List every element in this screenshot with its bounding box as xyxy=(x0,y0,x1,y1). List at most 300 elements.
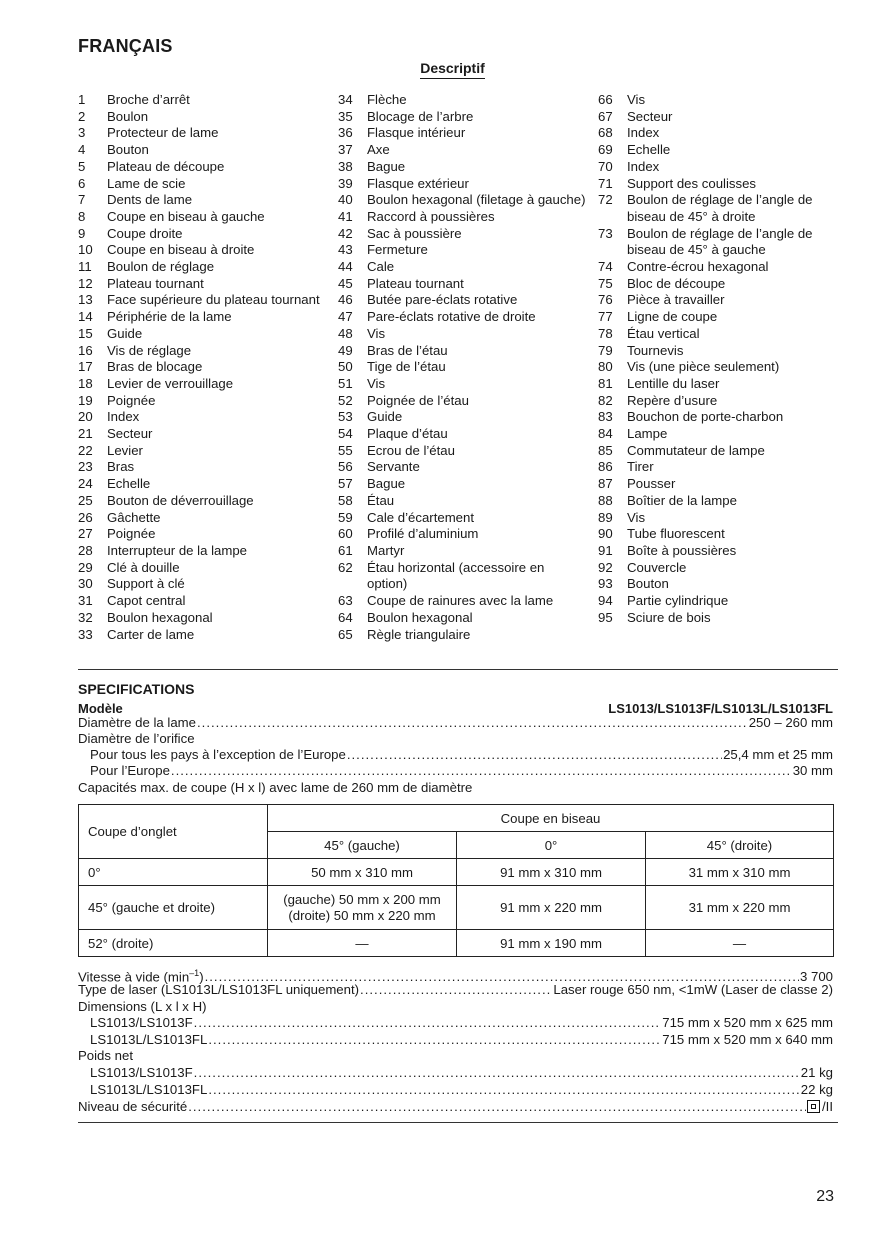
list-item xyxy=(338,443,588,460)
item-label: Gâchette xyxy=(107,509,161,525)
item-label: Boulon de réglage de l’angle de biseau de 45° à gauche xyxy=(627,225,813,258)
item-number: 78 xyxy=(598,325,613,341)
item-label: Couvercle xyxy=(627,559,687,575)
item-label: Bague xyxy=(367,158,406,174)
list-item xyxy=(338,376,588,393)
spec-bore-all: Pour tous les pays à l’exception de l’Europe ..... 25,4 mm et 25 mm xyxy=(90,747,833,763)
item-label: Bouton xyxy=(627,576,669,592)
item-label: Carter de lame xyxy=(107,626,195,642)
item-number: 19 xyxy=(78,392,93,408)
spec-dimensions-b: LS1013L/LS1013FL ..... 715 mm x 520 mm x 640 mm xyxy=(90,1032,833,1048)
item-number: 22 xyxy=(78,442,93,458)
list-item xyxy=(598,292,848,309)
item-label: Guide xyxy=(107,325,143,341)
item-number: 34 xyxy=(338,92,353,107)
list-item xyxy=(598,610,848,627)
item-label: Broche d’arrêt xyxy=(107,92,190,107)
item-label: Coupe en biseau à droite xyxy=(107,242,255,258)
item-label: Tournevis xyxy=(627,342,684,358)
item-label: Guide xyxy=(367,409,403,425)
list-item xyxy=(78,510,328,527)
item-label: Axe xyxy=(367,142,390,158)
item-number: 82 xyxy=(598,392,613,408)
list-item xyxy=(78,159,328,176)
item-label: Bras xyxy=(107,459,135,475)
item-label: Boulon xyxy=(107,108,149,124)
list-item xyxy=(78,426,328,443)
list-item xyxy=(338,192,588,209)
item-label: Vis xyxy=(627,92,646,107)
item-number: 49 xyxy=(338,342,353,358)
item-label: Coupe en biseau à gauche xyxy=(107,208,265,224)
item-label: Interrupteur de la lampe xyxy=(107,542,248,558)
item-label: Pousser xyxy=(627,476,676,492)
item-number: 5 xyxy=(78,158,86,174)
list-item xyxy=(598,276,848,293)
item-number: 16 xyxy=(78,342,93,358)
list-item xyxy=(338,476,588,493)
item-number: 57 xyxy=(338,476,353,492)
item-label: Boulon hexagonal xyxy=(107,609,213,625)
item-label: Capot central xyxy=(107,593,186,609)
list-item xyxy=(338,560,588,593)
item-label: Vis xyxy=(627,509,646,525)
item-label: Pièce à travailler xyxy=(627,292,725,308)
item-label: Règle triangulaire xyxy=(367,626,471,642)
item-label: Support des coulisses xyxy=(627,175,757,191)
list-item xyxy=(78,142,328,159)
item-number: 95 xyxy=(598,609,613,625)
item-number: 6 xyxy=(78,175,86,191)
parts-column-1 xyxy=(78,92,328,643)
item-number: 64 xyxy=(338,609,353,625)
item-number: 31 xyxy=(78,593,93,609)
item-number: 29 xyxy=(78,559,93,575)
list-item xyxy=(78,326,328,343)
item-number: 66 xyxy=(598,92,613,107)
item-label: Bouton de déverrouillage xyxy=(107,492,254,508)
list-item xyxy=(598,343,848,360)
item-number: 56 xyxy=(338,459,353,475)
item-label: Face supérieure du plateau tournant xyxy=(107,292,320,308)
item-number: 76 xyxy=(598,292,613,308)
item-number: 14 xyxy=(78,309,93,325)
list-item xyxy=(78,109,328,126)
spec-weight-b: LS1013L/LS1013FL ..... 22 kg xyxy=(90,1082,833,1098)
list-item xyxy=(338,209,588,226)
parts-column-2 xyxy=(338,92,588,643)
item-label: Étau horizontal (accessoire en option) xyxy=(367,559,545,592)
item-number: 71 xyxy=(598,175,613,191)
item-number: 27 xyxy=(78,526,93,542)
item-number: 74 xyxy=(598,259,613,275)
model-value: LS1013/LS1013F/LS1013L/LS1013FL xyxy=(608,701,833,716)
list-item xyxy=(78,543,328,560)
list-item xyxy=(598,476,848,493)
list-item xyxy=(78,576,328,593)
list-item xyxy=(598,142,848,159)
item-label: Clé à douille xyxy=(107,559,180,575)
list-item xyxy=(78,359,328,376)
spec-capacity-label: Capacités max. de coupe (H x l) avec lame de 260 mm de diamètre xyxy=(78,780,473,795)
list-item xyxy=(78,259,328,276)
spec-blade-diameter: Diamètre de la lame ..... 250 – 260 mm xyxy=(78,715,833,731)
list-item xyxy=(338,543,588,560)
item-label: Tige de l’étau xyxy=(367,359,446,375)
item-label: Index xyxy=(627,158,660,174)
item-number: 42 xyxy=(338,225,353,241)
item-label: Fermeture xyxy=(367,242,428,258)
item-number: 91 xyxy=(598,542,613,558)
list-item xyxy=(78,176,328,193)
list-item xyxy=(338,510,588,527)
item-label: Bague xyxy=(367,476,406,492)
item-number: 79 xyxy=(598,342,613,358)
list-item xyxy=(78,292,328,309)
list-item xyxy=(598,426,848,443)
list-item xyxy=(78,209,328,226)
item-number: 81 xyxy=(598,375,613,391)
item-label: Plateau tournant xyxy=(367,275,464,291)
item-number: 9 xyxy=(78,225,86,241)
item-label: Levier de verrouillage xyxy=(107,375,234,391)
item-label: Tirer xyxy=(627,459,654,475)
item-label: Boîte à poussières xyxy=(627,542,737,558)
list-item xyxy=(338,259,588,276)
list-item xyxy=(598,526,848,543)
item-number: 69 xyxy=(598,142,613,158)
list-item xyxy=(598,192,848,225)
item-label: Lame de scie xyxy=(107,175,186,191)
item-number: 87 xyxy=(598,476,613,492)
item-label: Profilé d’aluminium xyxy=(367,526,479,542)
item-label: Partie cylindrique xyxy=(627,593,729,609)
bevel-col-right: 45° (droite) xyxy=(646,832,834,859)
item-number: 36 xyxy=(338,125,353,141)
item-number: 11 xyxy=(78,259,92,275)
list-item xyxy=(78,192,328,209)
item-number: 40 xyxy=(338,192,353,208)
item-number: 77 xyxy=(598,309,613,325)
item-number: 37 xyxy=(338,142,353,158)
item-label: Servante xyxy=(367,459,420,475)
item-number: 1 xyxy=(78,92,86,107)
item-label: Protecteur de lame xyxy=(107,125,219,141)
item-label: Bouchon de porte-charbon xyxy=(627,409,784,425)
item-number: 30 xyxy=(78,576,93,592)
list-item xyxy=(78,125,328,142)
model-row xyxy=(78,701,833,716)
item-number: 4 xyxy=(78,142,86,158)
list-item xyxy=(78,627,328,644)
list-item xyxy=(598,176,848,193)
item-number: 25 xyxy=(78,492,93,508)
item-number: 58 xyxy=(338,492,353,508)
item-number: 54 xyxy=(338,426,353,442)
bevel-col-left: 45° (gauche) xyxy=(268,832,457,859)
item-number: 23 xyxy=(78,459,93,475)
bottom-divider xyxy=(78,1122,838,1123)
list-item xyxy=(338,92,588,109)
miter-header: Coupe d’onglet xyxy=(79,805,268,859)
item-number: 60 xyxy=(338,526,353,542)
item-number: 88 xyxy=(598,492,613,508)
item-number: 47 xyxy=(338,309,353,325)
list-item xyxy=(338,426,588,443)
item-label: Martyr xyxy=(367,542,405,558)
item-label: Boulon de réglage xyxy=(107,259,215,275)
list-item xyxy=(338,493,588,510)
item-label: Boulon hexagonal (filetage à gauche) xyxy=(367,192,586,208)
item-label: Ecrou de l’étau xyxy=(367,442,455,458)
item-number: 8 xyxy=(78,208,86,224)
list-item xyxy=(78,409,328,426)
item-number: 62 xyxy=(338,559,353,575)
bevel-col-zero: 0° xyxy=(457,832,646,859)
list-item xyxy=(78,476,328,493)
spec-dimensions-label: Dimensions (L x l x H) xyxy=(78,999,207,1014)
spec-safety-class: Niveau de sécurité ..... /II xyxy=(78,1099,833,1115)
list-item xyxy=(598,543,848,560)
item-label: Flasque intérieur xyxy=(367,125,466,141)
section-divider xyxy=(78,669,838,670)
list-item xyxy=(598,326,848,343)
list-item xyxy=(338,459,588,476)
item-label: Poignée de l’étau xyxy=(367,392,469,408)
list-item xyxy=(338,526,588,543)
item-label: Ligne de coupe xyxy=(627,309,718,325)
item-label: Sciure de bois xyxy=(627,609,711,625)
list-item xyxy=(598,443,848,460)
item-label: Secteur xyxy=(627,108,673,124)
item-number: 70 xyxy=(598,158,613,174)
list-item xyxy=(78,493,328,510)
list-item xyxy=(338,142,588,159)
item-label: Étau xyxy=(367,492,395,508)
item-number: 84 xyxy=(598,426,613,442)
list-item xyxy=(338,359,588,376)
list-item xyxy=(598,459,848,476)
item-number: 10 xyxy=(78,242,93,258)
item-number: 93 xyxy=(598,576,613,592)
item-number: 83 xyxy=(598,409,613,425)
list-item xyxy=(338,610,588,627)
parts-column-3 xyxy=(598,92,848,627)
item-label: Sac à poussière xyxy=(367,225,462,241)
bevel-header: Coupe en biseau xyxy=(268,805,834,832)
spec-weight-label: Poids net xyxy=(78,1048,133,1063)
item-number: 24 xyxy=(78,476,93,492)
item-label: Flèche xyxy=(367,92,407,107)
item-label: Vis xyxy=(367,325,386,341)
item-label: Plateau tournant xyxy=(107,275,204,291)
item-label: Boulon de réglage de l’angle de biseau de 45° à droite xyxy=(627,192,813,224)
item-number: 46 xyxy=(338,292,353,308)
item-label: Lentille du laser xyxy=(627,375,720,391)
cutting-capacity-table xyxy=(78,804,834,957)
item-number: 53 xyxy=(338,409,353,425)
item-number: 43 xyxy=(338,242,353,258)
descriptif-title: Descriptif xyxy=(0,60,875,76)
item-number: 59 xyxy=(338,509,353,525)
item-number: 92 xyxy=(598,559,613,575)
item-label: Cale d’écartement xyxy=(367,509,475,525)
item-number: 45 xyxy=(338,275,353,291)
list-item xyxy=(598,593,848,610)
item-label: Boîtier de la lampe xyxy=(627,492,737,508)
spec-laser-type: Type de laser (LS1013L/LS1013FL uniquement) ..... Laser rouge 650 nm, <1mW (Laser de classe 2) xyxy=(78,982,833,998)
item-label: Poignée xyxy=(107,526,156,542)
spec-dimensions-a: LS1013/LS1013F ..... 715 mm x 520 mm x 625 mm xyxy=(90,1015,833,1031)
item-number: 75 xyxy=(598,275,613,291)
item-number: 12 xyxy=(78,275,93,291)
item-label: Tube fluorescent xyxy=(627,526,725,542)
item-number: 39 xyxy=(338,175,353,191)
spec-no-load-speed: Vitesse à vide $(\min^{-1})$ ..... 3 700 xyxy=(78,965,833,985)
item-label: Étau vertical xyxy=(627,325,700,341)
item-label: Commutateur de lampe xyxy=(627,442,765,458)
item-number: 7 xyxy=(78,192,86,208)
item-number: 26 xyxy=(78,509,93,525)
item-label: Flasque extérieur xyxy=(367,175,469,191)
list-item xyxy=(338,627,588,644)
item-label: Butée pare-éclats rotative xyxy=(367,292,518,308)
item-number: 18 xyxy=(78,375,93,391)
item-label: Repère d’usure xyxy=(627,392,718,408)
item-number: 63 xyxy=(338,593,353,609)
item-label: Vis (une pièce seulement) xyxy=(627,359,780,375)
item-label: Bras de l’étau xyxy=(367,342,448,358)
list-item xyxy=(78,376,328,393)
language-heading: FRANÇAIS xyxy=(78,36,173,56)
item-number: 94 xyxy=(598,593,613,609)
list-item xyxy=(598,510,848,527)
item-number: 48 xyxy=(338,325,353,341)
table-row: 52° (droite) — 91 mm x 190 mm — xyxy=(79,930,834,957)
item-number: 3 xyxy=(78,125,86,141)
item-number: 17 xyxy=(78,359,93,375)
list-item xyxy=(78,610,328,627)
item-label: Echelle xyxy=(107,476,151,492)
item-number: 28 xyxy=(78,542,93,558)
list-item xyxy=(78,242,328,259)
item-number: 61 xyxy=(338,542,353,558)
item-label: Poignée xyxy=(107,392,156,408)
item-number: 32 xyxy=(78,609,93,625)
spec-bore-label: Diamètre de l’orifice xyxy=(78,731,195,746)
item-number: 2 xyxy=(78,108,86,124)
list-item xyxy=(78,526,328,543)
list-item xyxy=(338,292,588,309)
item-label: Cale xyxy=(367,259,395,275)
item-label: Périphérie de la lame xyxy=(107,309,232,325)
item-label: Coupe de rainures avec la lame xyxy=(367,593,554,609)
list-item xyxy=(598,359,848,376)
table-row: 0° 50 mm x 310 mm 91 mm x 310 mm 31 mm x 310 mm xyxy=(79,859,834,886)
list-item xyxy=(598,409,848,426)
list-item xyxy=(338,176,588,193)
item-label: Plaque d’étau xyxy=(367,426,448,442)
item-number: 55 xyxy=(338,442,353,458)
item-label: Bras de blocage xyxy=(107,359,203,375)
item-number: 73 xyxy=(598,225,613,241)
list-item xyxy=(598,92,848,109)
list-item xyxy=(338,159,588,176)
item-number: 68 xyxy=(598,125,613,141)
item-label: Levier xyxy=(107,442,143,458)
double-insulation-icon xyxy=(807,1100,820,1113)
list-item xyxy=(338,226,588,243)
item-number: 50 xyxy=(338,359,353,375)
parts-list xyxy=(78,92,838,662)
item-label: Lampe xyxy=(627,426,668,442)
item-number: 38 xyxy=(338,158,353,174)
specifications-title: SPECIFICATIONS xyxy=(78,681,195,697)
list-item xyxy=(78,443,328,460)
list-item xyxy=(598,576,848,593)
item-label: Vis de réglage xyxy=(107,342,192,358)
item-label: Dents de lame xyxy=(107,192,193,208)
item-number: 15 xyxy=(78,325,93,341)
item-number: 72 xyxy=(598,192,613,208)
item-number: 86 xyxy=(598,459,613,475)
list-item xyxy=(338,309,588,326)
item-number: 52 xyxy=(338,392,353,408)
list-item xyxy=(338,393,588,410)
item-label: Boulon hexagonal xyxy=(367,609,473,625)
item-number: 67 xyxy=(598,108,613,124)
list-item xyxy=(598,309,848,326)
item-label: Echelle xyxy=(627,142,671,158)
spec-weight-a: LS1013/LS1013F ..... 21 kg xyxy=(90,1065,833,1081)
list-item xyxy=(78,593,328,610)
list-item xyxy=(338,593,588,610)
list-item xyxy=(338,242,588,259)
item-label: Bouton xyxy=(107,142,149,158)
item-label: Blocage de l’arbre xyxy=(367,108,474,124)
item-number: 85 xyxy=(598,442,613,458)
item-number: 13 xyxy=(78,292,93,308)
list-item xyxy=(598,226,848,259)
list-item xyxy=(78,393,328,410)
list-item xyxy=(338,343,588,360)
item-number: 89 xyxy=(598,509,613,525)
item-number: 44 xyxy=(338,259,353,275)
item-label: Support à clé xyxy=(107,576,185,592)
item-label: Pare-éclats rotative de droite xyxy=(367,309,536,325)
list-item xyxy=(598,159,848,176)
list-item xyxy=(598,493,848,510)
item-number: 51 xyxy=(338,375,353,391)
list-item xyxy=(78,92,328,109)
list-item xyxy=(78,560,328,577)
item-label: Raccord à poussières xyxy=(367,208,495,224)
model-label: Modèle xyxy=(78,701,123,716)
list-item xyxy=(338,409,588,426)
table-row: 45° (gauche et droite) (gauche) 50 mm x 200 mm (droite) 50 mm x 220 mm 91 mm x 220 mm 31 mm x 220 mm xyxy=(79,886,834,930)
item-number: 33 xyxy=(78,626,93,642)
item-label: Secteur xyxy=(107,426,153,442)
list-item xyxy=(78,309,328,326)
item-number: 41 xyxy=(338,208,353,224)
list-item xyxy=(598,560,848,577)
list-item xyxy=(338,109,588,126)
list-item xyxy=(338,125,588,142)
list-item xyxy=(78,226,328,243)
item-label: Index xyxy=(107,409,140,425)
item-number: 65 xyxy=(338,626,353,642)
item-number: 21 xyxy=(78,426,93,442)
